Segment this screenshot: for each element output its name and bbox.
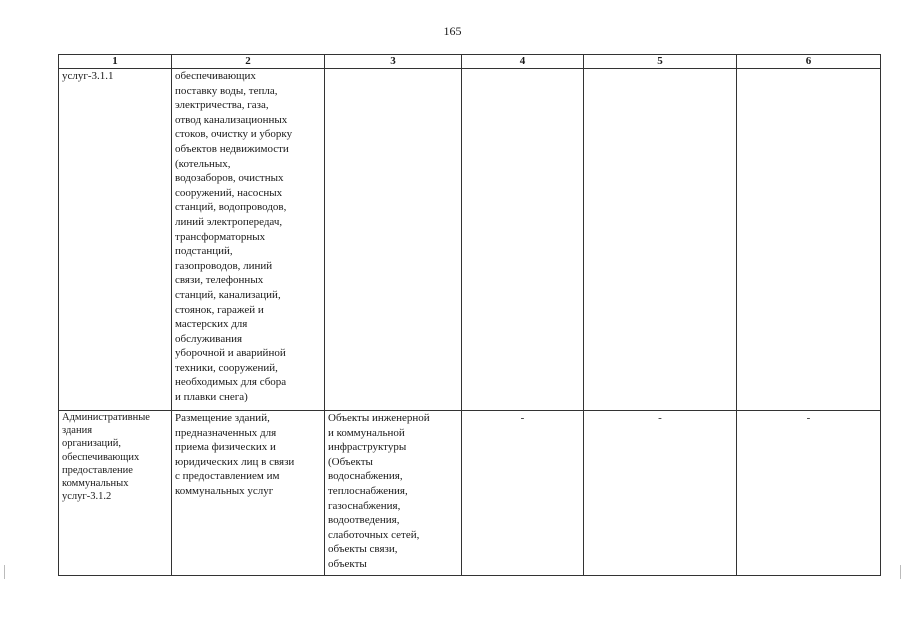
column-header-2: 2 bbox=[172, 55, 325, 69]
cell-col4 bbox=[462, 69, 584, 411]
table-row bbox=[59, 69, 881, 411]
column-header-6: 6 bbox=[737, 55, 881, 69]
scan-edge-mark-right bbox=[900, 565, 901, 579]
cell-col5 bbox=[584, 69, 737, 411]
cell-col6 bbox=[737, 69, 881, 411]
cell-description: обеспечивающих поставку воды, тепла, электричества, газа, отвод канализационных стоков, очистку и уборку объектов недвижимости (котельных, водозаборов, очистных сооружений, насосных станций, водопроводов, линий электропередач, трансформаторных подстанций, газопроводов, линий связи, телефонных станций, канализаций, стоянок, гаражей и мастерских для обслуживания уборочной и аварийной техники, сооружений, необходимых для сбора и плавки снега) bbox=[172, 69, 325, 411]
cell-objects bbox=[325, 69, 462, 411]
document-table bbox=[58, 54, 881, 576]
column-header-3: 3 bbox=[325, 55, 462, 69]
scan-edge-mark-left bbox=[4, 565, 5, 579]
column-header-4: 4 bbox=[462, 55, 584, 69]
table-row bbox=[59, 411, 881, 576]
cell-code: Административные здания организаций, обеспечивающих предоставление коммунальных услуг-3.1.2 bbox=[59, 411, 172, 576]
column-header-1: 1 bbox=[59, 55, 172, 69]
cell-col5: - bbox=[584, 411, 737, 576]
cell-code: услуг-3.1.1 bbox=[59, 69, 172, 411]
cell-objects: Объекты инженерной и коммунальной инфраструктуры (Объекты водоснабжения, теплоснабжения, газоснабжения, водоотведения, слаботочных сетей, объекты связи, объекты bbox=[325, 411, 462, 576]
header-row bbox=[59, 55, 881, 69]
cell-col4: - bbox=[462, 411, 584, 576]
column-header-5: 5 bbox=[584, 55, 737, 69]
page-number: 165 bbox=[443, 24, 462, 38]
cell-description: Размещение зданий, предназначенных для приема физических и юридических лиц в связи с предоставлением им коммунальных услуг bbox=[172, 411, 325, 576]
cell-col6: - bbox=[737, 411, 881, 576]
